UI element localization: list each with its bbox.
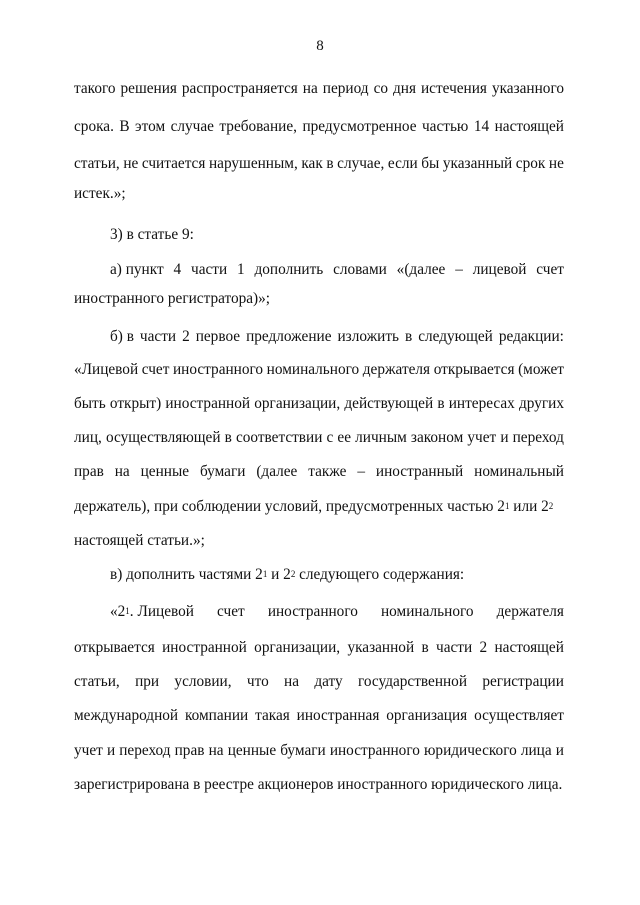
word: осуществляет	[474, 707, 564, 724]
word: бы	[421, 155, 440, 172]
word: не	[123, 155, 139, 172]
word: на	[284, 673, 300, 690]
word: дня	[393, 80, 417, 97]
line-16-start: «$2^1$. Лицевой	[110, 603, 194, 620]
word: соответствии	[235, 429, 323, 446]
word: 1	[237, 261, 245, 278]
word: иностранной	[165, 395, 251, 412]
word: истечения	[421, 80, 487, 97]
text-line-19	[74, 706, 564, 726]
word: статьи,	[74, 155, 120, 172]
word: а) пункт	[110, 261, 164, 278]
word: лица	[520, 742, 552, 759]
word: в	[437, 395, 445, 412]
word: международной	[74, 707, 179, 724]
word: иностранной	[162, 639, 247, 656]
word: при	[135, 673, 160, 690]
word: б) в	[110, 328, 134, 345]
word: бумаги	[280, 742, 326, 759]
text-line-14: настоящей статьи.»;	[74, 532, 205, 549]
line-16-word: счет	[217, 603, 245, 620]
word: распространяется	[181, 80, 298, 97]
text-line-5: 3) в статье 9:	[110, 226, 194, 243]
word: предложение	[246, 328, 332, 345]
line-16-word: иностранного	[267, 603, 358, 620]
word: с	[326, 429, 334, 446]
word: части	[436, 639, 473, 656]
word: дополнить	[254, 261, 324, 278]
word: учет	[74, 742, 103, 759]
word: иностранная	[296, 707, 380, 724]
text-line-4: истек.»;	[74, 185, 126, 202]
word: осуществляющей	[105, 429, 221, 446]
text-line-1	[74, 79, 564, 99]
word: ее	[337, 429, 352, 446]
word: прав	[74, 463, 104, 480]
word: держателя	[362, 361, 431, 378]
word: считается	[141, 155, 206, 172]
line-16-word: номинального	[381, 603, 474, 620]
word: действующей	[344, 395, 434, 412]
text-line-20	[74, 741, 564, 761]
word: условии,	[174, 673, 232, 690]
word: номинального	[266, 361, 360, 378]
word: нарушенным,	[208, 155, 298, 172]
word: не	[548, 155, 564, 172]
text-line-16	[110, 602, 564, 622]
word: –	[357, 463, 366, 480]
word: следующей	[418, 328, 493, 345]
text-line-10	[74, 394, 564, 414]
word: открывается	[433, 361, 515, 378]
word: срока.	[74, 118, 114, 135]
word: на	[208, 742, 224, 759]
word: в	[224, 429, 232, 446]
word: –	[455, 261, 463, 278]
word: лиц,	[74, 429, 102, 446]
word: В	[119, 118, 130, 135]
word: требование,	[219, 118, 297, 135]
line-13-part1: держатель), при соблюдении условий, предусмотренных частью 2	[74, 498, 505, 515]
line-15-part1: в) дополнить частями 2	[110, 566, 263, 583]
word: иностранного	[172, 361, 264, 378]
word: иностранный	[375, 463, 464, 480]
word: учет	[467, 429, 497, 446]
word: и	[555, 742, 564, 759]
word: случае	[170, 118, 214, 135]
word: указанной	[347, 639, 415, 656]
text-line-13	[74, 497, 564, 517]
word: 4	[173, 261, 182, 278]
word: организация	[386, 707, 468, 724]
word: случае,	[337, 155, 385, 172]
word: счет	[141, 361, 170, 378]
line-15-sup2: 2	[290, 569, 296, 579]
word: указанный	[442, 155, 513, 172]
word: в	[421, 639, 429, 656]
word: 2	[182, 328, 190, 345]
word: редакции:	[498, 328, 564, 345]
word: на	[114, 463, 130, 480]
word: такая	[255, 707, 290, 724]
word: быть	[74, 395, 106, 412]
word: ценные	[227, 742, 277, 759]
word: переход	[512, 429, 564, 446]
word: организации,	[254, 639, 341, 656]
text-line-6	[110, 260, 564, 280]
line-16-word: держателя	[496, 603, 564, 620]
word: открыт)	[109, 395, 162, 412]
word: частью	[421, 118, 469, 135]
word: и	[106, 742, 116, 759]
word: (может	[518, 361, 564, 378]
word: на	[302, 80, 318, 97]
line-13-part2: или 2	[509, 498, 549, 515]
word: бумаги	[199, 463, 246, 480]
word: регистрации	[482, 673, 564, 690]
text-line-11	[74, 428, 564, 448]
word: иностранного	[329, 742, 420, 759]
word: первое	[195, 328, 241, 345]
word: решения	[120, 80, 177, 97]
line-13-sup1: 1	[504, 501, 510, 511]
word: со	[373, 80, 389, 97]
word: переход	[119, 742, 171, 759]
line-15-sup1: 1	[262, 569, 268, 579]
text-line-17	[74, 638, 564, 658]
word: ценные	[140, 463, 190, 480]
word: интересах	[448, 395, 515, 412]
page-number: 8	[316, 38, 324, 54]
text-line-12	[74, 462, 564, 482]
word: лицевой	[472, 261, 527, 278]
word: части	[191, 261, 228, 278]
word: «(далее	[396, 261, 446, 278]
word: если	[387, 155, 418, 172]
text-line-9	[74, 360, 564, 380]
word: юридического	[424, 742, 517, 759]
text-line-7: иностранного регистратора)»;	[74, 290, 271, 307]
word: компании	[184, 707, 249, 724]
word: также	[308, 463, 347, 480]
word: 14	[473, 118, 490, 135]
word: настоящей	[494, 118, 564, 135]
word: номинальный	[474, 463, 564, 480]
word: личным	[355, 429, 407, 446]
word: организации,	[254, 395, 341, 412]
word: статьи,	[74, 673, 120, 690]
text-line-2	[74, 117, 564, 137]
word: в	[405, 328, 413, 345]
word: изложить	[337, 328, 400, 345]
word: (далее	[256, 463, 298, 480]
word: других	[518, 395, 564, 412]
text-line-18	[74, 672, 564, 692]
word: период	[322, 80, 369, 97]
word: срок	[515, 155, 546, 172]
line-13-sup2: 2	[548, 501, 554, 511]
word: и	[500, 429, 509, 446]
word: 2	[479, 639, 488, 656]
word: указанного	[491, 80, 564, 97]
word: дату	[314, 673, 343, 690]
word: открывается	[74, 639, 155, 656]
text-line-3	[74, 154, 564, 174]
word: такого	[74, 80, 116, 97]
word: государственной	[358, 673, 468, 690]
word: настоящей	[494, 639, 564, 656]
word: словами	[333, 261, 387, 278]
word: этом	[135, 118, 166, 135]
text-line-15	[110, 565, 564, 585]
word: «Лицевой	[74, 361, 139, 378]
word: законом	[410, 429, 464, 446]
text-line-21: зарегистрирована в реестре акционеров иностранного юридического лица.	[74, 776, 563, 793]
word: что	[246, 673, 269, 690]
line-15-part2: и 2	[267, 566, 291, 583]
text-line-8	[110, 327, 564, 347]
line-15-part3: следующего содержания:	[295, 566, 465, 583]
word: в	[326, 155, 334, 172]
word: прав	[174, 742, 205, 759]
word: части	[139, 328, 177, 345]
word: счет	[536, 261, 564, 278]
word: как	[301, 155, 323, 172]
word: предусмотренное	[302, 118, 417, 135]
